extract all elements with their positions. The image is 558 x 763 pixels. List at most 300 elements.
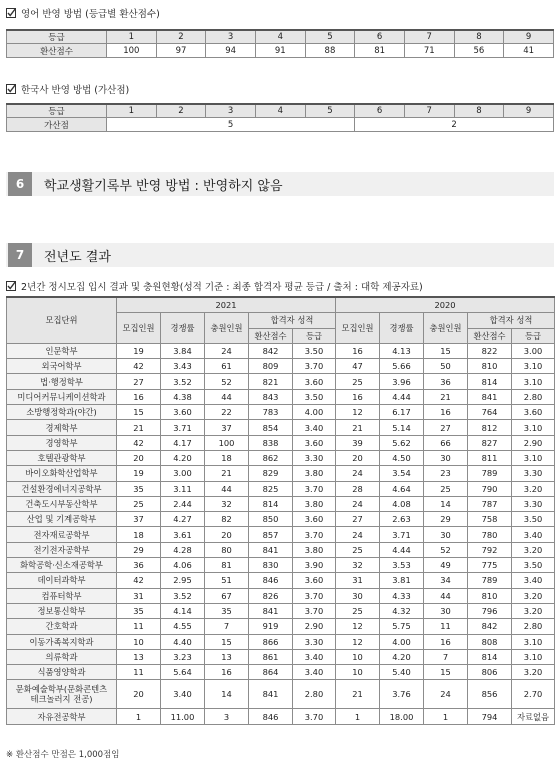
value-cell: 4.44 (380, 542, 424, 557)
table-row (7, 588, 555, 603)
value-cell: 4.55 (161, 619, 205, 634)
value-cell: 18 (117, 527, 161, 542)
value-cell: 822 (468, 343, 512, 358)
unit-name-cell: 컴퓨터학부 (7, 588, 117, 603)
value-cell: 764 (468, 405, 512, 420)
score-cell: 91 (255, 44, 305, 58)
value-cell: 21 (336, 680, 380, 709)
value-cell: 811 (468, 450, 512, 465)
grade-cell: 1 (107, 104, 157, 118)
value-cell: 18 (205, 450, 249, 465)
value-cell: 3.30 (512, 466, 555, 481)
value-cell: 12 (336, 619, 380, 634)
value-cell: 3.60 (293, 374, 336, 389)
grade-cell: 5 (305, 104, 355, 118)
value-cell: 787 (468, 496, 512, 511)
table-row (7, 665, 555, 680)
english-section-title: 영어 반영 방법 (등급별 환산점수) (6, 6, 160, 20)
value-cell: 4.28 (161, 542, 205, 557)
value-cell: 13 (205, 649, 249, 664)
value-cell: 3.10 (512, 450, 555, 465)
section-6-banner (6, 172, 554, 196)
unit-name-cell: 소방행정학과(야간) (7, 405, 117, 420)
value-cell: 35 (117, 603, 161, 618)
table-row (7, 649, 555, 664)
value-cell: 4.00 (380, 634, 424, 649)
value-cell: 14 (205, 680, 249, 709)
value-cell: 44 (205, 481, 249, 496)
value-cell: 810 (468, 359, 512, 374)
value-cell: 857 (249, 527, 293, 542)
value-cell: 18.00 (380, 709, 424, 724)
english-score-table (6, 29, 554, 58)
value-cell: 3.80 (293, 542, 336, 557)
section-heading: 전년도 결과 (44, 249, 111, 265)
col-ratio-header: 경쟁률 (161, 313, 205, 344)
value-cell: 3.60 (161, 405, 205, 420)
grade-cell: 9 (504, 104, 554, 118)
value-cell: 3.96 (380, 374, 424, 389)
value-cell: 37 (205, 420, 249, 435)
grade-cell: 2 (156, 104, 206, 118)
value-cell: 3.60 (293, 435, 336, 450)
value-cell: 19 (117, 343, 161, 358)
history-section-title: 한국사 반영 방법 (가산점) (6, 82, 129, 96)
value-cell: 3.52 (161, 588, 205, 603)
unit-name-cell: 전기전자공학부 (7, 542, 117, 557)
value-cell: 3.90 (293, 558, 336, 573)
value-cell: 2.80 (293, 680, 336, 709)
value-cell: 11.00 (161, 709, 205, 724)
value-cell: 4.06 (161, 558, 205, 573)
value-cell: 42 (117, 359, 161, 374)
value-cell: 3.70 (293, 709, 336, 724)
grade-cell: 8 (454, 104, 504, 118)
value-cell: 5.14 (380, 420, 424, 435)
value-cell: 16 (205, 665, 249, 680)
value-cell: 52 (205, 374, 249, 389)
value-cell: 16 (117, 389, 161, 404)
score-cell: 71 (404, 44, 454, 58)
checkbox-icon (6, 8, 16, 18)
value-cell: 796 (468, 603, 512, 618)
unit-name-cell: 데이터과학부 (7, 573, 117, 588)
value-cell: 32 (336, 558, 380, 573)
table-row (7, 496, 555, 511)
value-cell: 789 (468, 466, 512, 481)
grade-cell: 4 (255, 104, 305, 118)
value-cell: 794 (468, 709, 512, 724)
value-cell: 30 (424, 527, 468, 542)
value-cell: 3.00 (512, 343, 555, 358)
value-cell: 29 (117, 542, 161, 557)
table-row (7, 420, 555, 435)
grade-header: 등급 (7, 104, 107, 118)
value-cell: 4.50 (380, 450, 424, 465)
value-cell: 4.64 (380, 481, 424, 496)
value-cell: 3.70 (293, 527, 336, 542)
value-cell: 846 (249, 573, 293, 588)
unit-name-cell: 외국어학부 (7, 359, 117, 374)
value-cell: 14 (424, 496, 468, 511)
unit-name-cell: 경제학부 (7, 420, 117, 435)
value-cell: 6.17 (380, 405, 424, 420)
score-cell: 41 (504, 44, 554, 58)
value-cell: 3.50 (293, 343, 336, 358)
value-cell: 20 (117, 680, 161, 709)
value-cell: 67 (205, 588, 249, 603)
value-cell: 80 (205, 542, 249, 557)
value-cell: 2.63 (380, 512, 424, 527)
value-cell: 808 (468, 634, 512, 649)
value-cell: 13 (117, 649, 161, 664)
value-cell: 7 (205, 619, 249, 634)
value-cell: 3.10 (512, 634, 555, 649)
section-7-banner (6, 243, 554, 267)
value-cell: 846 (249, 709, 293, 724)
value-cell: 3.84 (161, 343, 205, 358)
unit-name-cell: 산업 및 기계공학부 (7, 512, 117, 527)
value-cell: 3.40 (293, 420, 336, 435)
value-cell: 20 (117, 450, 161, 465)
value-cell: 3.53 (380, 558, 424, 573)
unit-name-cell: 법·행정학부 (7, 374, 117, 389)
table-row (7, 634, 555, 649)
grade-cell: 3 (206, 30, 256, 44)
value-cell: 4.33 (380, 588, 424, 603)
value-cell: 4.08 (380, 496, 424, 511)
value-cell: 866 (249, 634, 293, 649)
unit-name-cell: 자유전공학부 (7, 709, 117, 724)
value-cell: 758 (468, 512, 512, 527)
table-row (7, 680, 555, 709)
grade-cell: 4 (255, 30, 305, 44)
value-cell: 3.20 (512, 542, 555, 557)
value-cell: 2.80 (512, 389, 555, 404)
unit-name-cell: 미디어커뮤니케이션학과 (7, 389, 117, 404)
value-cell: 81 (205, 558, 249, 573)
score-header: 환산점수 (7, 44, 107, 58)
value-cell: 3.54 (380, 466, 424, 481)
value-cell: 821 (249, 374, 293, 389)
value-cell: 35 (117, 481, 161, 496)
table-row (7, 481, 555, 496)
col-score-group-header: 합격자 성적 (249, 313, 336, 328)
admission-results-table (6, 296, 555, 725)
value-cell: 5.62 (380, 435, 424, 450)
value-cell: 826 (249, 588, 293, 603)
value-cell: 36 (117, 558, 161, 573)
table-row (7, 542, 555, 557)
value-cell: 16 (424, 405, 468, 420)
col-fill-header: 충원인원 (424, 313, 468, 344)
value-cell: 2.44 (161, 496, 205, 511)
value-cell: 19 (117, 466, 161, 481)
value-cell: 4.13 (380, 343, 424, 358)
value-cell: 850 (249, 512, 293, 527)
value-cell: 3.76 (380, 680, 424, 709)
value-cell: 3.10 (512, 420, 555, 435)
value-cell: 827 (468, 435, 512, 450)
footnote: ※ 환산점수 만점은 1,000점임 (6, 750, 120, 760)
unit-name-cell: 식품영양학과 (7, 665, 117, 680)
value-cell: 3.50 (293, 389, 336, 404)
value-cell: 3.61 (161, 527, 205, 542)
value-cell: 2.70 (512, 680, 555, 709)
value-cell: 789 (468, 573, 512, 588)
value-cell: 842 (468, 619, 512, 634)
value-cell: 30 (336, 588, 380, 603)
value-cell: 27 (117, 374, 161, 389)
checkbox-icon (6, 84, 16, 94)
grade-cell: 1 (107, 30, 157, 44)
section-number: 6 (8, 172, 32, 196)
value-cell: 829 (249, 466, 293, 481)
value-cell: 15 (424, 343, 468, 358)
value-cell: 3.71 (380, 527, 424, 542)
value-cell: 52 (424, 542, 468, 557)
table-row (7, 389, 555, 404)
table-row (7, 558, 555, 573)
grade-cell: 5 (305, 30, 355, 44)
value-cell: 20 (336, 450, 380, 465)
value-cell: 780 (468, 527, 512, 542)
value-cell: 775 (468, 558, 512, 573)
value-cell: 4.17 (161, 435, 205, 450)
table-row (7, 573, 555, 588)
value-cell: 3.30 (512, 496, 555, 511)
section-heading: 학교생활기록부 반영 방법 : 반영하지 않음 (44, 178, 283, 194)
value-cell: 12 (336, 405, 380, 420)
col-seats-header: 모집인원 (117, 313, 161, 344)
section-number: 7 (8, 243, 32, 267)
value-cell: 4.14 (161, 603, 205, 618)
value-cell: 21 (205, 466, 249, 481)
value-cell: 806 (468, 665, 512, 680)
value-cell: 24 (336, 466, 380, 481)
value-cell: 2.80 (512, 619, 555, 634)
history-score-table (6, 103, 554, 132)
grade-cell: 7 (404, 30, 454, 44)
value-cell: 842 (249, 343, 293, 358)
value-cell: 5.40 (380, 665, 424, 680)
value-cell: 3.10 (512, 359, 555, 374)
table-row (7, 527, 555, 542)
value-cell: 3.10 (512, 374, 555, 389)
value-cell: 2.95 (161, 573, 205, 588)
value-cell: 3.20 (512, 665, 555, 680)
grade-cell: 8 (454, 30, 504, 44)
value-cell: 854 (249, 420, 293, 435)
value-cell: 4.44 (380, 389, 424, 404)
score-cell: 94 (206, 44, 256, 58)
value-cell: 1 (117, 709, 161, 724)
value-cell: 15 (205, 634, 249, 649)
value-cell: 36 (424, 374, 468, 389)
value-cell: 841 (249, 542, 293, 557)
value-cell: 3.20 (512, 588, 555, 603)
table-row (7, 374, 555, 389)
value-cell: 4.32 (380, 603, 424, 618)
value-cell: 2.90 (293, 619, 336, 634)
value-cell: 812 (468, 420, 512, 435)
value-cell: 42 (117, 435, 161, 450)
year-2020-header: 2020 (336, 297, 555, 313)
value-cell: 838 (249, 435, 293, 450)
value-cell: 3.60 (293, 512, 336, 527)
unit-name-cell: 전자재료공학부 (7, 527, 117, 542)
grade-cell: 2 (156, 30, 206, 44)
unit-name-cell: 건축도시부동산학부 (7, 496, 117, 511)
value-cell: 4.27 (161, 512, 205, 527)
value-cell: 841 (249, 603, 293, 618)
value-cell: 3.40 (293, 665, 336, 680)
unit-name-cell: 호텔관광학부 (7, 450, 117, 465)
table-row (7, 359, 555, 374)
value-cell: 16 (424, 634, 468, 649)
value-cell: 5.75 (380, 619, 424, 634)
value-cell: 2.90 (512, 435, 555, 450)
value-cell: 792 (468, 542, 512, 557)
unit-name-cell: 이동가족복지학과 (7, 634, 117, 649)
value-cell: 814 (468, 649, 512, 664)
grade-cell: 7 (404, 104, 454, 118)
col-conv-header: 환산점수 (468, 328, 512, 343)
value-cell: 25 (424, 481, 468, 496)
col-seats-header: 모집인원 (336, 313, 380, 344)
value-cell: 3.10 (512, 649, 555, 664)
unit-name-cell: 간호학과 (7, 619, 117, 634)
value-cell: 자료없음 (512, 709, 555, 724)
checkbox-icon (6, 281, 16, 291)
table-row (7, 405, 555, 420)
value-cell: 3.60 (512, 405, 555, 420)
value-cell: 25 (336, 374, 380, 389)
unit-name-cell: 의류학과 (7, 649, 117, 664)
value-cell: 44 (205, 389, 249, 404)
value-cell: 30 (424, 603, 468, 618)
table-row (7, 709, 555, 724)
table-row (7, 343, 555, 358)
value-cell: 29 (424, 512, 468, 527)
value-cell: 50 (424, 359, 468, 374)
value-cell: 825 (249, 481, 293, 496)
value-cell: 10 (336, 665, 380, 680)
value-cell: 25 (117, 496, 161, 511)
grade-cell: 9 (504, 30, 554, 44)
value-cell: 31 (117, 588, 161, 603)
value-cell: 814 (249, 496, 293, 511)
value-cell: 37 (117, 512, 161, 527)
col-conv-header: 환산점수 (249, 328, 293, 343)
value-cell: 25 (336, 603, 380, 618)
value-cell: 27 (424, 420, 468, 435)
value-cell: 3.30 (293, 450, 336, 465)
value-cell: 100 (205, 435, 249, 450)
unit-name-cell: 문화예술학부(문화콘텐츠 테크놀러지 전공) (7, 680, 117, 709)
value-cell: 3.20 (512, 603, 555, 618)
value-cell: 864 (249, 665, 293, 680)
value-cell: 24 (424, 680, 468, 709)
table-row (7, 450, 555, 465)
value-cell: 856 (468, 680, 512, 709)
value-cell: 10 (336, 649, 380, 664)
value-cell: 11 (424, 619, 468, 634)
col-fill-header: 충원인원 (205, 313, 249, 344)
value-cell: 841 (468, 389, 512, 404)
unit-name-cell: 정보통신학부 (7, 603, 117, 618)
value-cell: 4.40 (161, 634, 205, 649)
value-cell: 24 (205, 343, 249, 358)
value-cell: 16 (336, 389, 380, 404)
value-cell: 51 (205, 573, 249, 588)
col-grade-header: 등급 (512, 328, 555, 343)
results-section-title: 2년간 정시모집 입시 결과 및 충원현황(성적 기준 : 최종 합격자 평균 등급 / 출처 : 대학 제공자료) (6, 279, 423, 293)
grade-cell: 6 (355, 30, 405, 44)
unit-name-cell: 바이오화학산업학부 (7, 466, 117, 481)
value-cell: 3.11 (161, 481, 205, 496)
value-cell: 862 (249, 450, 293, 465)
value-cell: 1 (336, 709, 380, 724)
value-cell: 843 (249, 389, 293, 404)
grade-cell: 6 (355, 104, 405, 118)
value-cell: 4.20 (161, 450, 205, 465)
grade-header: 등급 (7, 30, 107, 44)
value-cell: 3.00 (161, 466, 205, 481)
value-cell: 39 (336, 435, 380, 450)
value-cell: 10 (117, 634, 161, 649)
value-cell: 23 (424, 466, 468, 481)
score-cell: 88 (305, 44, 355, 58)
bonus-cell-grades-6-9: 2 (355, 118, 554, 132)
unit-name-cell: 화학공학·신소재공학부 (7, 558, 117, 573)
table-row (7, 512, 555, 527)
value-cell: 3.80 (293, 496, 336, 511)
value-cell: 21 (336, 420, 380, 435)
table-row (7, 619, 555, 634)
value-cell: 3 (205, 709, 249, 724)
value-cell: 3.43 (161, 359, 205, 374)
value-cell: 21 (117, 420, 161, 435)
value-cell: 3.40 (512, 527, 555, 542)
score-cell: 97 (156, 44, 206, 58)
value-cell: 3.52 (161, 374, 205, 389)
value-cell: 4.38 (161, 389, 205, 404)
table-row (7, 435, 555, 450)
unit-name-cell: 건설환경에너지공학부 (7, 481, 117, 496)
year-2021-header: 2021 (117, 297, 336, 313)
value-cell: 783 (249, 405, 293, 420)
value-cell: 3.40 (161, 680, 205, 709)
value-cell: 3.80 (293, 466, 336, 481)
value-cell: 1 (424, 709, 468, 724)
value-cell: 3.70 (293, 588, 336, 603)
value-cell: 24 (336, 496, 380, 511)
value-cell: 3.30 (293, 634, 336, 649)
value-cell: 11 (117, 619, 161, 634)
score-cell: 56 (454, 44, 504, 58)
value-cell: 25 (336, 542, 380, 557)
value-cell: 814 (468, 374, 512, 389)
value-cell: 3.60 (293, 573, 336, 588)
value-cell: 3.40 (512, 573, 555, 588)
value-cell: 61 (205, 359, 249, 374)
value-cell: 809 (249, 359, 293, 374)
value-cell: 20 (205, 527, 249, 542)
score-cell: 100 (107, 44, 157, 58)
table-row (7, 466, 555, 481)
value-cell: 66 (424, 435, 468, 450)
